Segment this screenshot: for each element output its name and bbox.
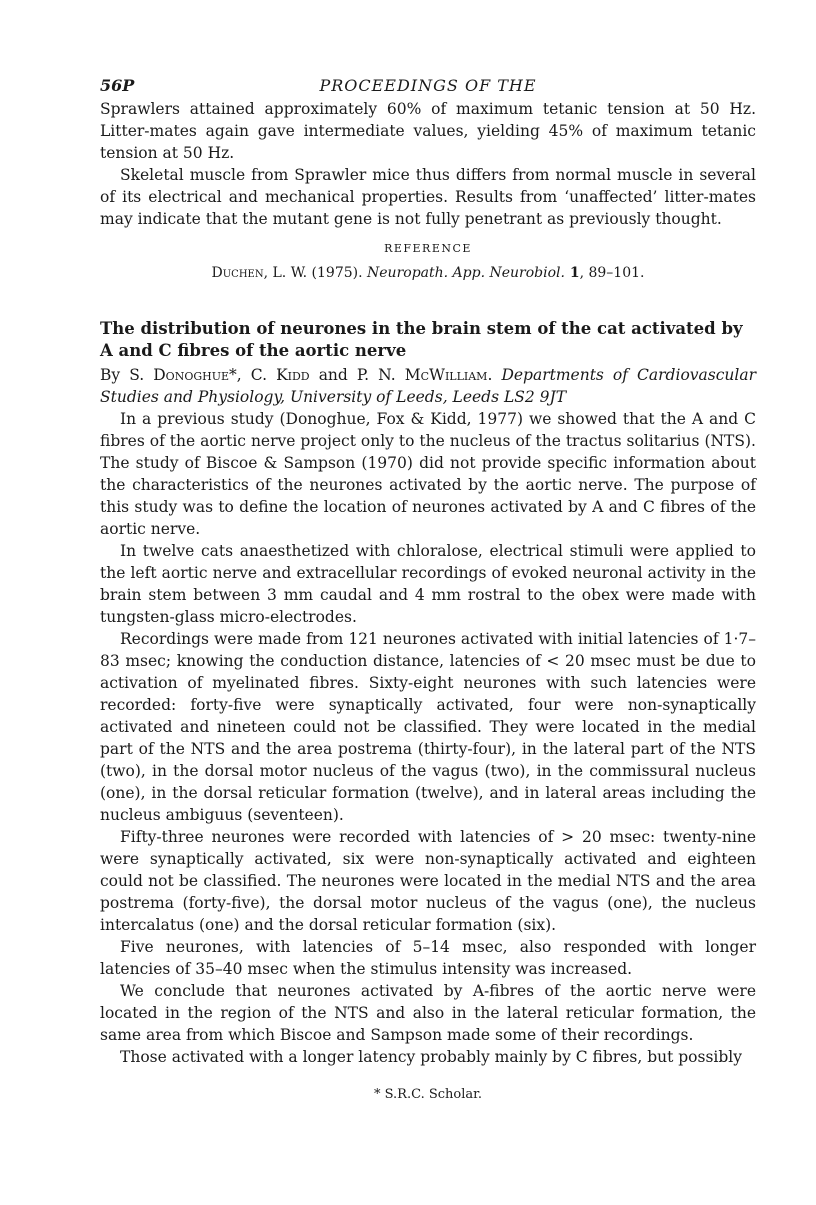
author-separator: and P. N. <box>309 366 405 384</box>
article-section <box>100 318 756 1106</box>
body-paragraph-5: Five neurones, with latencies of 5–14 msec, also responded with longer latencies of 35–40 msec when the stimulus intensity was increased. <box>100 938 756 978</box>
page-number: 56P <box>100 76 135 95</box>
reference-author: Duchen <box>211 265 264 281</box>
body-paragraph-3: Recordings were made from 121 neurones activated with initial latencies of 1·7–83 msec; knowing the conduction distance, latencies of < 20 msec must be due to activation of myelinated fibres. Sixty-eight neurones with such latencies were recorded: forty-five were synaptically activated, four were non-synaptically activated and nineteen could not be classified. They were located in the medial part of the NTS and the area postrema (thirty-four), in the lateral part of the NTS (two), in the dorsal motor nucleus of the vagus (two), in the commissural nucleus (one), in the dorsal reticular formation (twelve), and in lateral areas including the nucleus ambiguus (seventeen). <box>100 630 756 824</box>
body-paragraph-4: Fifty-three neurones were recorded with latencies of > 20 msec: twenty-nine were synaptically activated, six were non-synaptically activated and eighteen could not be classified. The neurones were located in the medial NTS and the area postrema (forty-five), the dorsal motor nucleus of the vagus (one), the nucleus intercalatus (one) and the dorsal reticular formation (six). <box>100 828 756 934</box>
article-title: The distribution of neurones in the brain stem of the cat activated by A and C fibres of the aortic nerve <box>100 319 743 360</box>
author-line <box>100 364 756 408</box>
author-1: Donoghue <box>153 366 230 384</box>
journal-title: PROCEEDINGS OF THE <box>319 76 537 95</box>
reference-heading: REFERENCE <box>384 242 472 255</box>
author-3-end: . <box>487 366 502 384</box>
author-2: Kidd <box>276 366 310 384</box>
reference-details: , L. W. (1975). <box>263 265 368 281</box>
author-1-mark: *, C. <box>229 366 277 384</box>
body-paragraph-6: We conclude that neurones activated by A-fibres of the aortic nerve were located in the region of the NTS and also in the lateral reticular formation, the same area from which Biscoe and Sampson made some of their recordings. <box>100 982 756 1044</box>
by-label: By S. <box>100 366 154 384</box>
body-paragraph-2: In twelve cats anaesthetized with chloralose, electrical stimuli were applied to the left aortic nerve and extracellular recordings of evoked neuronal activity in the brain stem between 3 mm caudal and 4 mm rostral to the obex were made with tungsten-glass micro-electrodes. <box>100 542 756 626</box>
footnote: * S.R.C. Scholar. <box>373 1087 483 1102</box>
body-paragraph-1: In a previous study (Donoghue, Fox & Kidd, 1977) we showed that the A and C fibres of the aortic nerve project only to the nucleus of the tractus solitarius (NTS). The study of Biscoe & Sampson (1970) did not provide specific information about the characteristics of the neurones activated by the aortic nerve. The purpose of this study was to define the location of neurones activated by A and C fibres of the aortic nerve. <box>100 410 756 538</box>
continuation-section <box>100 98 756 284</box>
author-3: McWilliam <box>404 366 488 384</box>
affiliation: Departments of Cardiovascular Studies and Physiology, University of Leeds, Leeds LS2 9JT <box>100 366 756 406</box>
continuation-paragraph-1: Sprawlers attained approximately 60% of maximum tetanic tension at 50 Hz. Litter-mates again gave intermediate values, yielding 45% of maximum tetanic tension at 50 Hz. <box>100 100 756 162</box>
reference-entry <box>100 262 756 284</box>
running-header <box>100 76 756 98</box>
reference-journal: Neuropath. App. Neurobiol. <box>367 265 565 281</box>
reference-pages: , 89–101. <box>579 265 645 281</box>
continuation-paragraph-2: Skeletal muscle from Sprawler mice thus differs from normal muscle in several of its electrical and mechanical properties. Results from ‘unaffected’ litter-mates may indicate that the mutant gene is not fully penetrant as previously thought. <box>100 166 756 228</box>
reference-volume: 1 <box>564 265 580 281</box>
body-paragraph-7: Those activated with a longer latency probably mainly by C fibres, but possibly <box>120 1048 743 1066</box>
